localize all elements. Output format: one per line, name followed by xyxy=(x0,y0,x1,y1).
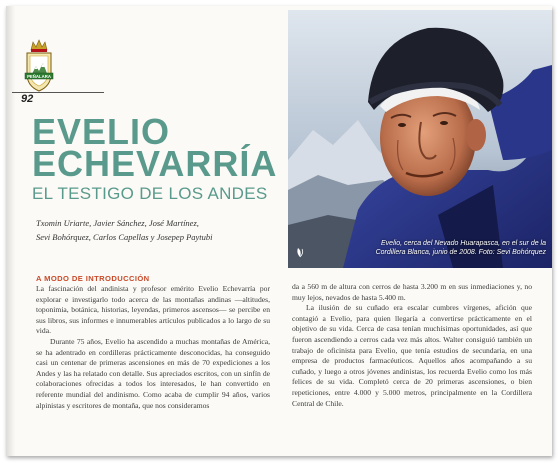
article-subtitle: EL TESTIGO DE LOS ANDES xyxy=(32,184,268,203)
title-line-1: EVELIO xyxy=(32,111,171,152)
page-number: 92 xyxy=(21,93,34,105)
section-heading: A MODO DE INTRODUCCIÓN xyxy=(36,274,150,283)
authors-line-1: Txomin Uriarte, Javier Sánchez, José Martínez, xyxy=(36,218,199,228)
author-list xyxy=(36,216,276,244)
paragraph: La fascinación del andinista y profesor emérito Evelio Echevarría por explorar e investigarlo todo acerca de las montañas andinas —altitudes, toponimia, botánica, historias, leyendas, primeros ascensos— se percibe en sus libros, sus informes e innumerables artículos publicados a lo largo de su vida. xyxy=(36,284,270,336)
caption-line-2: Cordillera Blanca, junio de 2008. Foto: Sevi Bohórquez xyxy=(375,249,546,256)
paragraph: da a 560 m de altura con cerros de hasta 3.200 m en sus inmediaciones y, no muy lejos, nevados de hasta 5.400 m. xyxy=(292,282,532,302)
article-title xyxy=(32,111,332,184)
club-crest-logo xyxy=(22,36,56,96)
page-spine-shadow xyxy=(6,6,15,456)
magazine-page xyxy=(6,6,552,456)
leaf-icon xyxy=(295,246,305,258)
authors-line-2: Sevi Bohórquez, Carlos Capellas y Josepep Paytubi xyxy=(36,232,213,242)
body-column-left xyxy=(36,284,270,411)
caption-line-1: Evelio, cerca del Nevado Huarapasca, en el sur de la xyxy=(381,240,546,247)
paragraph: La ilusión de su cuñado era escalar cumbres vírgenes, afición que contagió a Evelio, para quien llegaría a convertirse prácticamente en el objetivo de su vida. Cerca de casa tenían muchísimas oportunidades, así que fueron ascendiendo a cerros cada vez más altos. Walter consiguió también un trabajo de oficinista para Evelio, que tenía estudios de secundaria, en una empresa de productos farmacéuticos. Aquellos años acompañando a su cuñado, y luego a otros jóvenes andinistas, los recuerda Evelio como los más felices de su vida. Completó cerca de 20 primeras ascensiones, o bien repeticiones, entre 4.000 y 5.000 metros, principalmente en la Cordillera Central de Chile. xyxy=(292,303,532,408)
paragraph: Durante 75 años, Evelio ha ascendido a muchas montañas de América, se ha adentrado en cordilleras prácticamente desconocidas, ha conseguido casi un centenar de primeras ascensiones en más de 70 expediciones a los Andes y las ha relatado con detalle. Sus apreciados escritos, con un sinfín de colaboraciones ofrecidas a todos los interesados, le han convertido en referente mundial del andinismo. Como acaba de cumplir 94 años, varios alpinistas y escritores de montaña, que nos consideramos xyxy=(36,336,270,410)
title-line-2: ECHEVARRÍA xyxy=(32,143,278,184)
body-column-right xyxy=(292,282,532,409)
photo-caption xyxy=(296,239,546,257)
crest-band-text: PEÑALARA xyxy=(27,73,51,79)
